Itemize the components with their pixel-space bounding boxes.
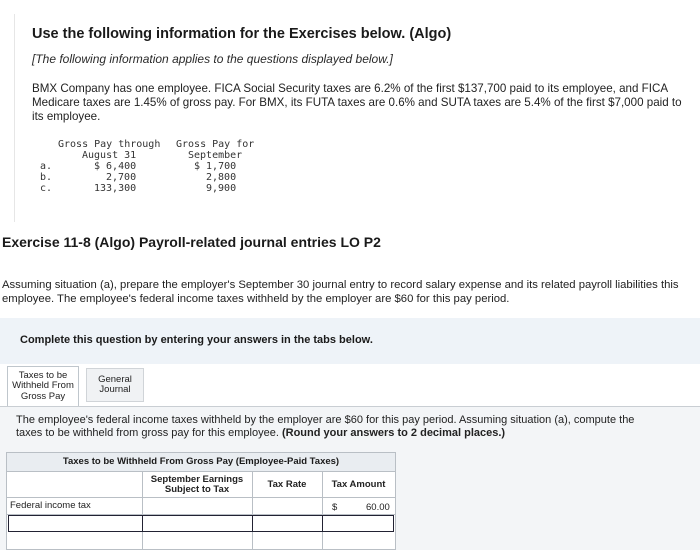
col2-header-line1: Gross Pay for [176,139,255,150]
exercise-title: Exercise 11-8 (Algo) Payroll-related journal entries LO P2 [2,234,381,250]
tab-label: General Journal [98,373,132,395]
exercise-instructions: Assuming situation (a), prepare the employer's September 30 journal entry to record salary expense and its related payroll liabilities this employee. The employee's federal income taxes withheld by the employer are $60 for this pay period. [2,279,679,305]
company-description: BMX Company has one employee. FICA Social Security taxes are 6.2% of the first $137,700 paid to its employee, and FICA Medicare taxes are 1.45% of gross pay. For BMX, its FUTA taxes are 0.6% and SUTA taxes are 5.4% of the first $7,000 paid to its employee. [32,82,682,123]
input-row-rate[interactable] [252,515,323,532]
tab-general-journal[interactable] [86,368,144,402]
tab-taxes-withheld[interactable] [7,366,79,406]
row-september: 9,900 [206,183,237,194]
col2-header-line2: September [188,150,243,161]
row-label: a. [40,161,53,172]
divider [252,471,253,549]
panel-text: The employee's federal income taxes withheld by the employer are $60 for this pay period. Assuming situation (a), compute the taxes to be withheld from gross pay for this employee. [16,414,635,439]
input-row-earnings[interactable] [142,515,253,532]
col1-header-line1: Gross Pay through [58,139,161,150]
row-through-aug: 133,300 [94,183,137,194]
tax-amount-value: 60.00 [366,502,390,513]
section-heading: Use the following information for the Exercises below. (Algo) [32,26,452,42]
input-row-label[interactable] [8,515,143,532]
header-tax-rate: Tax Rate [267,478,307,490]
input-row-amount[interactable] [322,515,394,532]
row-label-federal-income-tax: Federal income tax [10,500,91,511]
header-earnings: September Earnings Subject to Tax [150,473,244,495]
table-title: Taxes to be Withheld From Gross Pay (Employee-Paid Taxes) [7,453,395,471]
complete-question-text: Complete this question by entering your answers in the tabs below. [20,334,373,346]
header-tax-amount: Tax Amount [331,478,386,490]
row-label: c. [40,183,53,194]
gross-pay-table [36,140,276,204]
round-note: (Round your answers to 2 decimal places.) [281,427,506,439]
row-september: $ 1,700 [194,161,237,172]
divider [142,471,143,549]
col1-header-line2: August 31 [82,150,137,161]
divider [322,471,323,549]
row-through-aug: 2,700 [106,172,137,183]
row-through-aug: $ 6,400 [94,161,137,172]
row-september: 2,800 [206,172,237,183]
currency-symbol: $ [332,502,338,513]
divider [7,497,395,498]
tab-label: Taxes to be Withheld From Gross Pay [12,369,74,402]
panel-instructions [16,414,656,440]
info-note: [The following information applies to the questions displayed below.] [32,52,393,66]
row-label: b. [40,172,53,183]
